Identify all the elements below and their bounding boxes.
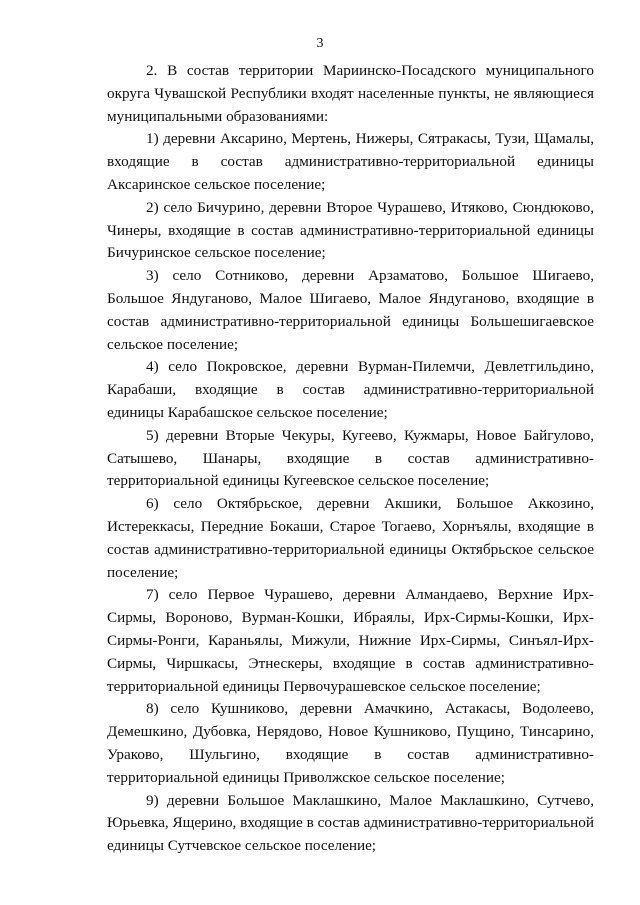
document-body — [107, 60, 594, 858]
paragraph-item-8: 8) село Кушниково, деревни Амачкино, Астакасы, Водолеево, Демешкино, Дубовка, Нерядово, Новое Кушниково, Пущино, Тинсарино, Ураково, Шульгино, входящие в состав административно-территориальной единицы Приволжское сельское поселение; — [107, 700, 594, 786]
paragraph-item-5: 5) деревни Вторые Чекуры, Кугеево, Кужмары, Новое Байгулово, Сатышево, Шанары, входящие в состав административно-территориальной единицы Кугеевское сельское поселение; — [107, 426, 594, 490]
paragraph-intro: 2. В состав территории Мариинско-Посадского муниципального округа Чувашской Республики входят населенные пункты, не являющиеся муниципальными образованиями: — [107, 62, 594, 125]
paragraph-item-9: 9) деревни Большое Маклашкино, Малое Маклашкино, Сутчево, Юрьевка, Ящерино, входящие в состав административно-территориальной единицы Сутчевское сельское поселение; — [107, 791, 594, 855]
paragraph-item-7: 7) село Первое Чурашево, деревни Алмандаево, Верхние Ирх-Сирмы, Вороново, Вурман-Кошки, Ибраялы, Ирх-Сирмы-Кошки, Ирх-Сирмы-Ронги, Караньялы, Мижули, Нижние Ирх-Сирмы, Синъял-Ирх-Сирмы, Чиршкасы, Этнескеры, входящие в состав административно-территориальной единицы Первочурашевское сельское поселение; — [107, 586, 594, 695]
paragraph-item-1: 1) деревни Аксарино, Мертень, Нижеры, Сятракасы, Тузи, Щамалы, входящие в состав административно-территориальной единицы Аксаринское сельское поселение; — [107, 130, 594, 193]
paragraph-item-4: 4) село Покровское, деревни Вурман-Пилемчи, Девлетгильдино, Карабаши, входящие в состав административно-территориальной единицы Карабашское сельское поселение; — [107, 358, 594, 421]
paragraph-item-2: 2) село Бичурино, деревни Второе Чурашево, Итяково, Сюндюково, Чинеры, входящие в состав административно-территориальной единицы Бичуринское сельское поселение; — [107, 198, 594, 262]
page-number: 3 — [316, 36, 324, 51]
paragraph-item-6: 6) село Октябрьское, деревни Акшики, Большое Аккозино, Истереккасы, Передние Бокаши, Старое Тогаево, Хорнъялы, входящие в состав административно-территориальной единицы Октябрьское сельское поселение; — [107, 495, 594, 581]
paragraph-item-3: 3) село Сотниково, деревни Арзаматово, Большое Шигаево, Большое Яндуганово, Малое Шигаево, Малое Яндуганово, входящие в состав административно-территориальной единицы Большешигаевское сельское поселение; — [107, 267, 594, 353]
